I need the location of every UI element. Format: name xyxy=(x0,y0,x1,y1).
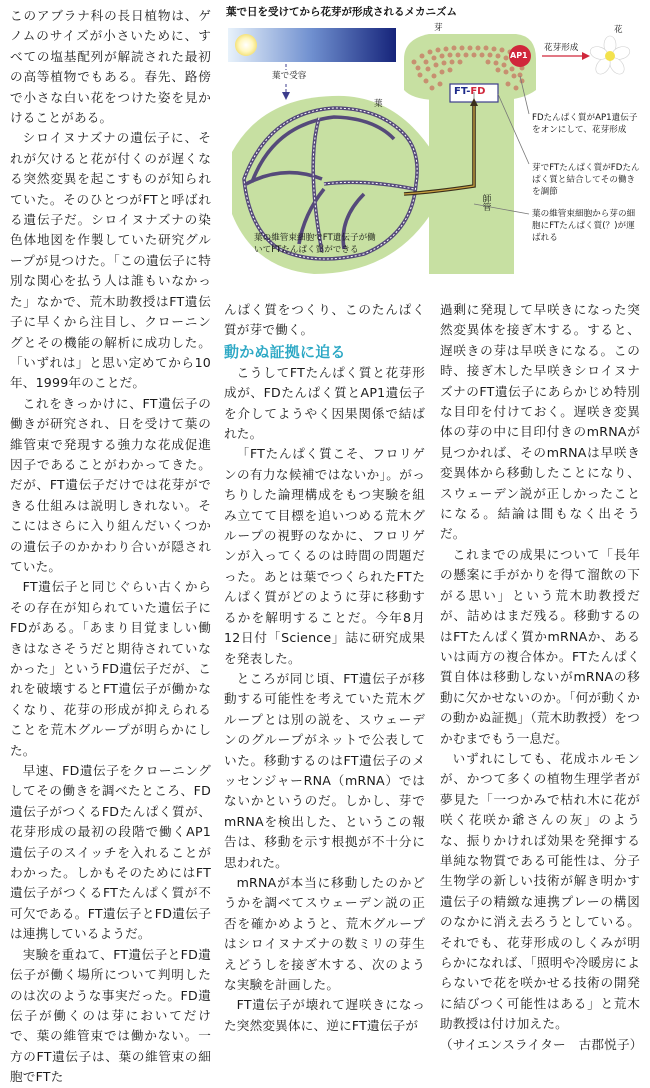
paragraph: mRNAが本当に移動したのかどうかを調べてスウェーデン説の正否を確かめようと、荒木グループはシロイヌナズナの数ミリの芽生えどうしを接ぎ木する、次のような実験を計画した。 xyxy=(224,874,425,992)
column-1 xyxy=(10,6,211,1088)
label-fd: FD xyxy=(470,86,486,97)
mechanism-figure xyxy=(224,4,644,296)
paragraph: FT遺伝子と同じぐらい古くからその存在が知られていた遺伝子にFDがある。「あまり目覚ましい働きはなさそうだと期待されていなかった」というFD遺伝子だが、これを破壊するとFT遺伝子が働かなくなり、花芽の形成が抑えられることを荒木グループが明らかにした。 xyxy=(10,579,211,758)
column-2 xyxy=(224,300,425,1036)
paragraph: 「FTたんぱく質こそ、フロリゲンの有力な候補ではないか」。がっちりした論理構成をもつ実験を組み立てて目標を追いつめる荒木グループの視野のなかに、フロリゲンが入ってくるのは時間の問題だった。あとは葉でつくられたFTたんぱく質がどのように芽に移動するかを解明することだ。今年8月12日付「Science」誌に研究成果を発表した。 xyxy=(224,446,425,666)
label-leaf: 葉 xyxy=(374,99,383,109)
label-flower: 花 xyxy=(614,25,623,35)
byline: （サイエンスライター 古郡悦子） xyxy=(440,1036,643,1052)
paragraph: FT遺伝子が壊れて遅咲きになった突然変異体に、逆にFT遺伝子が xyxy=(224,997,425,1033)
note-bind: 芽でFTたんぱく質がFDたんぱく質と結合してその働きを調節 xyxy=(532,163,640,197)
section-heading: 動かぬ証拠に迫る xyxy=(224,342,346,361)
paragraph: このアブラナ科の長日植物は、ゲノムのサイズが小さいために、すべての塩基配列が解読された最初の高等植物でもある。春先、路傍で小さな白い花をつけた姿を見かけることがある。 xyxy=(10,8,211,126)
label-ftfd: FT-FD xyxy=(454,86,486,97)
label-flower-formation: 花芽形成 xyxy=(544,43,579,53)
plant-stem xyxy=(429,134,514,274)
note-ap1: FDたんぱく質がAP1遺伝子をオンにして、花芽形成 xyxy=(532,113,638,135)
paragraph: 実験を重ねて、FT遺伝子とFD遺伝子が働く場所について判明したのは次のような事実だった。FD遺伝子が働くのは芽においてだけで、葉の維管束では働かない。一方のFT遺伝子は、葉の維管束の細胞でFTた xyxy=(10,946,211,1085)
figure-title: 葉で日を受けてから花芽が形成されるメカニズム xyxy=(226,6,457,18)
note-leaf: 葉の維管束細胞でFT遺伝子が働いてFTたんぱく質ができる xyxy=(254,233,376,255)
note-transport: 葉の維管束細胞から芽の細胞にFTたんぱく質(？)が運ばれる xyxy=(532,209,636,243)
paragraph: 過剰に発現して早咲きになった突然変異体を接ぎ木する。すると、遅咲きの芽は早咲きになる。この時、接ぎ木した早咲きシロイヌナズナのFT遺伝子にあらかじめ特別な目印を付けておく。遅咲き変異体の芽の中に目印付きのmRNAが見つかれば、そのmRNAは早咲き変異体から移動したことになり、スウェーデン説が正しかったことになる。結論は間もなく出そうだ。 xyxy=(440,302,640,542)
label-bud: 芽 xyxy=(434,23,443,33)
paragraph: こうしてFTたんぱく質と花芽形成が、FDたんぱく質とAP1遺伝子を介してようやく因果関係で結ばれた。 xyxy=(224,364,425,442)
paragraph: いずれにしても、花成ホルモンが、かつて多くの植物生理学者が夢見た「一つかみで枯れ木に花が咲く花咲か爺さんの灰」のような、振りかければ効果を発揮する単純な物質である可能性は、分子生物学の新しい技術が解き明かす遺伝子の精緻な連携プレーの構図のなかに消え去ろうとしている。それでも、花芽形成のしくみが明らかになれば、「照明や冷暖房によらないで花を咲かせる技術の開発に結びつく可能性はある」と荒木助教授は付け加えた。 xyxy=(440,750,640,1032)
paragraph: 早速、FD遺伝子をクローニングしてその働きを調べたところ、FD遺伝子がつくるFDたんぱく質が、花芽形成の最初の段階で働くAP1遺伝子のスイッチを入れることがわかった。しかもそのためにはFT遺伝子がつくるFTたんぱく質が不可欠である。FT遺伝子とFD遺伝子は連携しているようだ。 xyxy=(10,763,211,942)
paragraph: これまでの成果について「長年の懸案に手がかりを得て溜飲の下がる思い」という荒木助教授だが、詰めはまだ残る。移動するのはFTたんぱく質かmRNAか、あるいは両方の複合体か。FTたんぱく質自体は移動しないがmRNAの移動に欠かせないのか。「何が動くかの動かぬ証拠」（荒木助教授）をつかむまでもう一息だ。 xyxy=(440,546,640,746)
label-ap1: AP1 xyxy=(510,51,528,60)
paragraph: ところが同じ頃、FT遺伝子が移動する可能性を考えていた荒木グループとは別の説を、スウェーデンのグループがネットで公表していた。移動するのはFT遺伝子のメッセンジャーRNA（mRNA）ではないかというのだ。しかし、芽でmRNAを検出した、というこの報告は、移動を示す根拠が不十分に思われた。 xyxy=(224,670,425,870)
label-leaf-receive: 葉で受容 xyxy=(272,71,307,81)
paragraph: シロイヌナズナの遺伝子に、それが欠けると花が付くのが遅くなる突然変異を起こすものが知られていた。そのひとつがFTと呼ばれる遺伝子だ。シロイヌナズナの染色体地図を作製していた研究グループが見つけた。「この遺伝子に特別な関心を払う人は誰もいなかった」なかで、荒木助教授はFT遺伝子に早くから注目し、クローニングとその機能の解析に成功した。「いずれは」と思い定めてから10年、1999年のことだ。 xyxy=(10,130,211,391)
label-ft: FT xyxy=(454,86,467,97)
column-3 xyxy=(440,300,643,1055)
sun-icon xyxy=(235,34,257,56)
label-phloem: 師管 xyxy=(481,194,491,212)
flower-icon xyxy=(589,36,632,77)
paragraph: んぱく質をつくり、このたんぱく質が芽で働く。 xyxy=(224,302,425,338)
paragraph: これをきっかけに、FT遺伝子の働きが研究され、日を受けて葉の維管束で発現する強力な花成促進因子であることがわかってきた。だが、FT遺伝子だけでは花芽ができる仕組みは説明しきれない。そこにはさらに入り組んだいくつかの遺伝子のかかわり合いが隠されていた。 xyxy=(10,395,211,574)
